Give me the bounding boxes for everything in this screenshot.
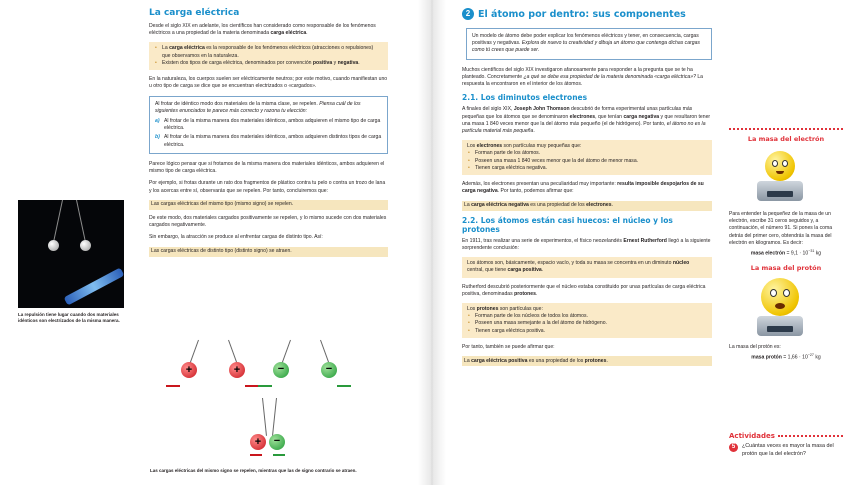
rule-positive-protons: La carga eléctrica positiva es una propiedad de los protones. [462, 356, 712, 366]
repel-arrow-left [258, 385, 272, 387]
activities-rule [778, 435, 843, 437]
proton-eye [770, 289, 777, 297]
proton-scale-illustration [729, 276, 843, 340]
right-para-thomson: A finales del siglo XIX, Joseph John Thomson descubrió de forma experimental unas partículas más pequeñas que los átomos que se denominaron electrones, que tenían carga negativa y que resultaron tener una masa 1 840 veces menor que la del átomo más pequeño (el de hidrógeno). Por tanto, el átomo no es la partícula material más pequeña. [462, 106, 711, 134]
electron-mass-title: La masa del electrón [747, 135, 825, 143]
activities-header [729, 432, 843, 440]
list-item: • Forman parte de los átomos. [467, 150, 707, 157]
proton-face [761, 278, 799, 316]
left-text-column [149, 8, 388, 262]
left-para-attraction: Sin embargo, la atracción se produce al enfrentar cargas de distinto tipo. Así: [149, 234, 323, 241]
question-option-a: a) Al frotar de la misma manera dos materiales idénticos, ambos adquieren el mismo tipo de carga eléctrica. [155, 117, 381, 132]
negative-charge-ball: − [269, 434, 285, 450]
activity-text: ¿Cuántas veces es mayor la masa del protón que la del electrón? [742, 443, 834, 457]
question-option-b: b) Al frotar de la misma manera dos materiales idénticos, ambos adquieren distintos tipos de carga eléctrica. [155, 134, 382, 148]
electron-mass-text: Para entender la pequeñez de la masa de un electrón, escribe 31 ceros seguidos y, a continuación, el número 91. Si pones la coma detrás del primer cero, obtendrás la masa del electrón en kilogramos. Es decir: [729, 211, 833, 246]
left-intro: Desde el siglo XIX en adelante, los científicos han considerado como responsable de los fenómenos eléctricos a una propiedad de la materia denominada carga eléctrica. [149, 23, 376, 37]
carga-definition-box [149, 42, 388, 70]
charge-figure [150, 340, 390, 465]
section-heading [462, 8, 712, 20]
right-para-scientists: Muchos científicos del siglo XIX investigaron afanosamente para responder a la pregunta que se te ha planteado. Concretamente ¿a qué se debe esa propiedad de la materia denominada «carga eléctrica»? La respuesta la encontraron en el interior de los átomos. [462, 66, 704, 88]
string [272, 398, 277, 436]
positive-charge-ball: + [181, 362, 197, 378]
photo-ball-right [80, 240, 91, 251]
activity-number-badge: 5 [729, 443, 738, 452]
question-lead: Al frotar de idéntico modo dos materiales de la misma clase, se repelen. Piensa cuál de los siguientes enunciados te parece más correcto y razona tu elección: [155, 100, 361, 114]
electron-mass-formula: masa electrón = $9,1 \cdot 10^{-31}$ kg [750, 249, 822, 257]
sidebar [729, 128, 843, 368]
electron-face [765, 151, 795, 181]
electron-eye [772, 160, 778, 167]
right-text-column [462, 8, 712, 371]
attract-arrow-left [273, 454, 285, 456]
subsection-nucleo: 2.2. Los átomos están casi huecos: el núcleo y los protones [462, 215, 673, 234]
list-item: • La carga eléctrica es la responsable de los fenómenos eléctricos (atracciones o repulsiones) que observamos en la naturaleza. [154, 45, 383, 59]
photo-string-right [76, 200, 86, 243]
right-para-conclusion: Por tanto, también se puede afirmar que: [462, 343, 555, 350]
rule-negative-electrons: La carga eléctrica negativa es una propiedad de los electrones. [462, 201, 712, 211]
scale-display [767, 191, 793, 197]
negative-charge-ball: − [321, 362, 337, 378]
scale-display [767, 326, 793, 332]
right-para-protons: Rutherford descubrió posteriormente que el núcleo estaba constituido por unas partículas de carga eléctrica positiva, denominadas protones. [462, 283, 706, 297]
repel-arrow-right [245, 385, 259, 387]
repel-arrow-right [337, 385, 351, 387]
string [320, 340, 329, 363]
repel-arrow-left [166, 385, 180, 387]
section-number-badge: 2 [462, 8, 474, 20]
atom-model-box: Un modelo de átomo debe poder explicar los fenómenos eléctricos y tener, en consecuencia, cargas positivas y negativas. Explora de nuevo tu creatividad y dibuja un átomo que contenga dichas cargas como tú crees que puede ser. [466, 28, 712, 60]
list-item: • Poseen una masa semejante a la del átomo de hidrógeno. [467, 320, 707, 327]
activities [729, 432, 843, 458]
left-page [0, 0, 420, 485]
list-item: • Tienen carga eléctrica negativa. [467, 165, 707, 172]
protons-box-lead: Los protones son partículas que: [467, 306, 543, 313]
right-para-peculiarity: Además, los electrones presentan una peculiaridad muy importante: resulta imposible despojarlos de su carga negativa. Por tanto, podemos afirmar que: [462, 181, 704, 195]
electrons-box [462, 140, 712, 175]
section-title-atomo: El átomo por dentro: sus componentes [478, 8, 686, 20]
list-item: • Forman parte de los núcleos de todos los átomos. [467, 313, 707, 320]
attract-arrow-right [250, 454, 262, 456]
left-para-logic: Parece lógico pensar que si frotamos de la misma manera dos materiales idénticos, ambos adquieren el mismo tipo de carga eléctrica. [149, 160, 385, 175]
electron-scale-illustration [729, 147, 843, 207]
photo-ball-left [48, 240, 59, 251]
book-spine [418, 0, 446, 485]
right-page [446, 0, 848, 485]
figure-caption: Las cargas eléctricas del mismo signo se repelen, mientras que las de signo contrario se atraen. [150, 468, 357, 473]
electron-eye [782, 160, 788, 167]
positive-charge-ball: + [229, 362, 245, 378]
list-item: • Existen dos tipos de carga eléctrica, denominados por convención positiva y negativa. [154, 60, 383, 67]
question-box [149, 96, 388, 154]
list-item: • Tienen carga eléctrica positiva. [467, 328, 707, 335]
photo-plastic-rod [64, 268, 124, 306]
string [228, 340, 237, 363]
photo-string-left [53, 200, 63, 243]
negative-charge-ball: − [273, 362, 289, 378]
photo-caption: La repulsión tiene lugar cuando dos materiales idénticos son electrizados de la misma manera. [18, 312, 120, 324]
string [282, 340, 291, 363]
string [262, 398, 267, 436]
positive-charge-ball: + [250, 434, 266, 450]
rule-repel: Las cargas eléctricas del mismo tipo (mismo signo) se repelen. [149, 200, 388, 210]
proton-mass-formula: masa protón = $1,66 \cdot 10^{-27}$ kg [751, 353, 821, 361]
section-title-carga: La carga eléctrica [149, 8, 240, 18]
electrons-box-lead: Los electrones son partículas muy pequeñas que: [467, 143, 582, 150]
left-para-neutral: En la naturaleza, los cuerpos suelen ser eléctricamente neutros; por este motivo, cuando manifiestan uno u otro tipo de carga se dice que se encuentran electrizados o «cargados». [149, 76, 388, 90]
rule-attract: Las cargas eléctricas de distinto tipo (distinto signo) se atraen. [149, 247, 388, 257]
subsection-electrones: 2.1. Los diminutos electrones [462, 93, 588, 103]
right-para-rutherford: En 1911, tras realizar una serie de experimentos, el físico neozelandés Ernest Rutherford llegó a la siguiente sorprendente conclusión: [462, 237, 711, 251]
protons-box [462, 303, 712, 338]
nucleus-box: Los átomos son, básicamente, espacio vacío, y toda su masa se concentra en un diminuto núcleo central, que tiene carga positiva. [462, 257, 712, 277]
proton-mouth [775, 303, 785, 309]
activities-title: Actividades [729, 432, 775, 440]
proton-mass-title: La masa del protón [750, 264, 822, 272]
left-para-example: Por ejemplo, si frotas durante un rato dos fragmentos de plástico contra tu pelo o contra un trozo de lana y los acercas entre sí, observarás que se repelen. Por tanto, concluiremos que: [149, 180, 386, 194]
proton-eye [783, 289, 790, 297]
activity-5 [729, 443, 843, 458]
proton-mass-text: La masa del protón es: [729, 344, 781, 350]
sidebar-divider [729, 128, 843, 130]
repulsion-photo [18, 200, 124, 308]
list-item: • Poseen una masa 1 840 veces menor que la del átomo de menor masa. [467, 158, 707, 165]
string [190, 340, 199, 363]
left-para-consequence: De este modo, dos materiales cargados positivamente se repelen, y lo mismo sucede con dos materiales cargados negativamente. [149, 214, 387, 229]
